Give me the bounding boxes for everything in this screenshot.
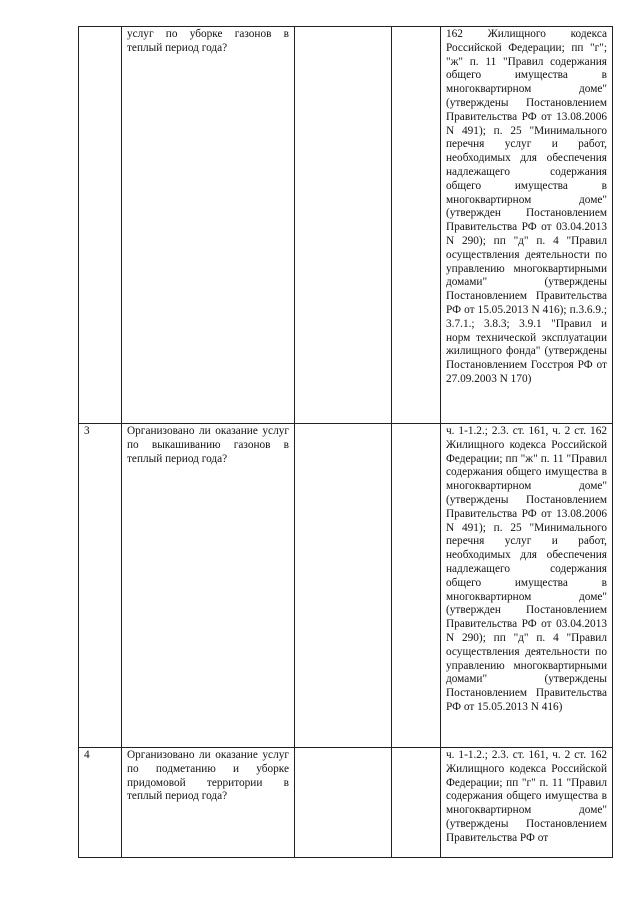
answer-cell-empty xyxy=(295,748,392,858)
note-cell-empty xyxy=(392,424,441,748)
table-row xyxy=(79,424,613,748)
note-cell-empty xyxy=(392,748,441,858)
inspection-checklist-table xyxy=(78,26,613,858)
legal-basis-cell: ч. 1-1.2.; 2.3. ст. 161, ч. 2 ст. 162 Жилищного кодекса Российской Федерации; пп "г" п. 11 "Правил содержания общего имущества в многоквартирном доме" (утверждены Постановлением Правительства РФ от xyxy=(441,748,613,858)
legal-basis-cell: ч. 1-1.2.; 2.3. ст. 161, ч. 2 ст. 162 Жилищного кодекса Российской Федерации; пп "ж" п. 11 "Правил содержания общего имущества в многоквартирном доме" (утверждены Постановлением Правительства РФ от 13.08.2006 N 491); п. 25 "Минимального перечня услуг и работ, необходимых для обеспечения надлежащего содержания общего имущества в многоквартирном доме" (утвержден Постановлением Правительства РФ от 03.04.2013 N 290); пп "д" п. 4 "Правил осуществления деятельности по управлению многоквартирными домами" (утверждены Постановлением Правительства РФ от 15.05.2013 N 416) xyxy=(441,424,613,748)
answer-cell-empty xyxy=(295,424,392,748)
row-number: 3 xyxy=(79,424,122,748)
legal-basis-cell: 162 Жилищного кодекса Российской Федерации; пп "г"; "ж" п. 11 "Правил содержания общего имущества в многоквартирном доме" (утверждены Постановлением Правительства РФ от 13.08.2006 N 491); п. 25 "Минимального перечня услуг и работ, необходимых для обеспечения надлежащего содержания общего имущества в многоквартирном доме" (утвержден Постановлением Правительства РФ от 03.04.2013 N 290); пп "д" п. 4 "Правил осуществления деятельности по управлению многоквартирными домами" (утверждены Постановлением Правительства РФ от 15.05.2013 N 416); п.3.6.9.; 3.7.1.; 3.8.3; 3.9.1 "Правил и норм технической эксплуатации жилищного фонда" (утверждены Постановлением Госстроя РФ от 27.09.2003 N 170) xyxy=(441,27,613,424)
table-row xyxy=(79,748,613,858)
question-cell: Организовано ли оказание услуг по выкашиванию газонов в теплый период года? xyxy=(122,424,295,748)
question-cell: услуг по уборке газонов в теплый период года? xyxy=(122,27,295,424)
table-row xyxy=(79,27,613,424)
note-cell-empty xyxy=(392,27,441,424)
row-number xyxy=(79,27,122,424)
row-number: 4 xyxy=(79,748,122,858)
question-cell: Организовано ли оказание услуг по подметанию и уборке придомовой территории в теплый период года? xyxy=(122,748,295,858)
answer-cell-empty xyxy=(295,27,392,424)
